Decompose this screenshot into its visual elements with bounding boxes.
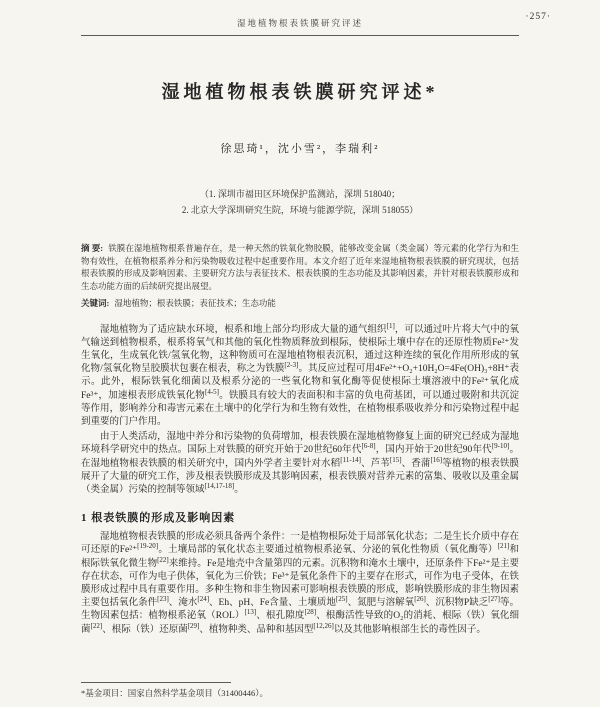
- abstract-text: 铁膜在湿地植物根系普遍存在，是一种天然的铁氧化物胶膜，能够改变金属（类金属）等元素的化学行为和生物有效性，在植物根系养分和污染物吸收过程中起重要作用。本文介绍了近年来湿地植物根表铁膜的研究现状，包括根表铁膜的形成及影响因素、主要研究方法与表征技术、根表铁膜的生态功能及其影响因素，并针对根表铁膜形成和生态功能方面的后续研究提出展望。: [81, 243, 519, 291]
- affiliation-line-2: 2. 北京大学深圳研究生院，环境与能源学院，深圳 518055）: [181, 205, 419, 215]
- keywords: [81, 297, 519, 310]
- page-number: ·257·: [525, 12, 551, 22]
- affiliation-line-1: （1. 深圳市福田区环境保护监测站，深圳 518040；: [199, 189, 401, 199]
- authors-line: 徐思琦¹，沈小雪²，李瑞利²: [220, 143, 380, 155]
- footnote-text: *基金项目：国家自然科学基金项目（31400446）。: [81, 688, 269, 698]
- running-header-title: 湿地植物根表铁膜研究评述: [236, 18, 363, 28]
- intro-paragraph-1: 湿地植物为了适应缺水环境，根系和地上部分均形成大量的通气组织[1]，可以通过叶片将大气中的氧气输送到植物根系，根系将氧气和其他的氧化性物质释放到根际，使根际土壤中存在的还原性物质Fe²⁺发生氧化，生成氧化铁/氢氧化物，这种物质可在湿地植物根表沉积，通过这种连续的氧化作用所形成的氧化物/氢氧化物呈胶膜状包裹在根表，称之为铁膜[2-3]。其反应过程可用4Fe²⁺+O₂+10H₂O=4Fe(OH)₃+8H⁺表示。此外，根际铁氧化细菌以及根系分泌的一些氧化物和氧化酶等促使根际土壤溶液中的Fe²⁺氧化成Fe³⁺，加速根表形成铁氧化物[4-5]。铁膜具有较大的表面积和丰富的负电荷基团，可以通过吸附和共沉淀等作用，影响养分和毒害元素在土壤中的化学行为和生物有效性，在植物根系吸收养分和污染物过程中起到重要的门户作用。: [81, 321, 519, 427]
- footnote: [81, 679, 519, 699]
- footnote-rule: [81, 682, 231, 683]
- abstract-label: 摘 要:: [81, 243, 104, 253]
- content-column: [81, 78, 519, 637]
- abstract: [81, 242, 519, 292]
- keywords-label: 关键词:: [81, 298, 110, 308]
- section-1-paragraph: 湿地植物根表铁膜的形成必须具备两个条件：一是植物根际处于局部氧化状态；二是生长介质中存在可还原的Fe²⁺[19-20]。土壤局部的氧化状态主要通过植物根系泌氧、分泌的氧化性物质（氧化酶等）[21]和根际铁氧化微生物[22]来维持。Fe是地壳中含量第四的元素。沉积物和淹水土壤中，还原条件下Fe²⁺是主要存在状态，可作为电子供体，氧化为三价铁；Fe³⁺是氧化条件下的主要存在形式，可作为电子受体，在铁膜形成过程中具有重要作用。多种生物和非生物因素可影响根表铁膜的形成，影响铁膜形成的非生物因素主要包括氧化条件[23]、淹水[24]、Eh、pH、Fe含量、土壤质地[25]、氮肥与溶解氧[26]、沉积物P缺乏[27]等。生物因素包括：植物根系泌氧（ROL）[13]、根孔隙度[28]、根酶活性导致的O₂的消耗、根际（铁）氧化细菌[22]、根际（铁）还原菌[29]、植物种类、品种和基因型[12,26]以及其他影响根部生长的毒性因子。: [81, 532, 519, 635]
- keywords-text: 湿地植物；根表铁膜；表征技术；生态功能: [114, 298, 276, 308]
- header-rule: [81, 35, 519, 36]
- affiliations: [81, 186, 519, 218]
- intro-paragraph-2: 由于人类活动，湿地中养分和污染物的负荷增加，根表铁膜在湿地植物修复上面的研究已经成为湿地环境科学研究中的热点。国际上对铁膜的研究开始于20世纪60年代[6-8]，国内开始于20世纪90年代[9-10]。在湿地植物根表铁膜的相关研究中，国内外学者主要针对水稻[11-14]、芦苇[15]、香蒲[16]等植物的根表铁膜展开了大量的研究工作，涉及根表铁膜形成及其影响因素，根表铁膜对营养元素的富集、吸收以及重金属（类金属）污染的控制等领域[14,17-18]。: [81, 432, 519, 495]
- running-header: [81, 12, 551, 31]
- section-1-heading: 1 根表铁膜的形成及影响因素: [81, 512, 236, 525]
- article-title: 湿地植物根表铁膜研究评述*: [161, 82, 439, 102]
